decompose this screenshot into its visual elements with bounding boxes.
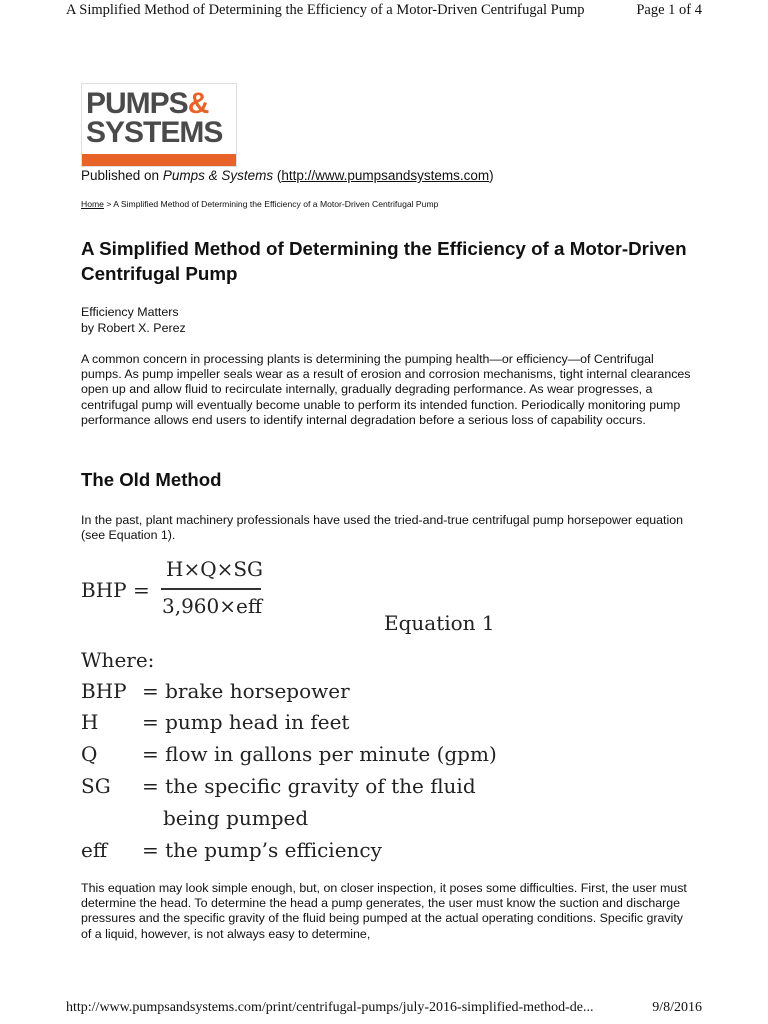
term-symbol: H (81, 710, 99, 734)
closing-paragraph: This equation may look simple enough, but, on closer inspection, it poses some difficulties. First, the user must determine the head. To determine the head a pump generates, the user must know the suction and discharge pressures and the specific gravity of the fluid being pumped at the actual operating conditions. Specific gravity of a liquid, however, is not always easy to determine, (81, 881, 687, 941)
print-header-title: A Simplified Method of Determining the Efficiency of a Motor-Driven Centrifugal Pump (66, 2, 585, 18)
where-label: Where: (81, 648, 155, 672)
print-footer (66, 1000, 702, 1022)
article-meta (81, 304, 186, 336)
equation-lhs: BHP = (81, 578, 150, 602)
breadcrumb-home-link[interactable]: Home (81, 199, 104, 209)
logo-word-pumps: PUMPS (86, 87, 188, 120)
logo-line-1 (86, 89, 208, 119)
article-title: A Simplified Method of Determining the Efficiency of a Motor-Driven Centrifugal Pump (81, 238, 687, 284)
print-header (66, 2, 702, 22)
print-footer-url: http://www.pumpsandsystems.com/print/centrifugal-pumps/july-2016-simplified-method-de... (66, 1000, 594, 1015)
paren-close: ) (489, 168, 494, 183)
pumps-systems-logo (81, 83, 237, 167)
site-url-link[interactable]: http://www.pumpsandsystems.com (281, 168, 490, 183)
term-symbol: eff (81, 838, 108, 862)
logo-ampersand: & (187, 87, 209, 120)
paren-open: ( (273, 168, 282, 183)
equation-numerator: H×Q×SG (166, 557, 264, 581)
term-symbol: BHP (81, 679, 127, 703)
section-paragraph: In the past, plant machinery professionals have used the tried-and-true centrifugal pump horsepower equation (see Equation 1). (81, 513, 683, 543)
logo-orange-bar (82, 154, 236, 166)
term-definition: = pump head in feet (142, 710, 350, 734)
publication-name: Pumps & Systems (162, 168, 274, 183)
term-definition: = brake horsepower (142, 679, 350, 703)
published-line (81, 168, 494, 183)
breadcrumb (81, 199, 438, 209)
published-prefix: Published on (81, 168, 163, 183)
page-number: Page 1 of 4 (636, 2, 702, 18)
term-symbol: Q (81, 742, 98, 766)
article-kicker: Efficiency Matters (81, 305, 179, 319)
term-definition: = the specific gravity of the fluid (142, 774, 476, 798)
logo-line-2: SYSTEMS (86, 116, 223, 149)
equation-denominator: 3,960×eff (162, 594, 263, 618)
intro-paragraph: A common concern in processing plants is determining the pumping health—or efficiency—of Centrifugal pumps. As pump impeller seals wear as a result of erosion and corrosion mechanisms, tight internal clearances open up and allow fluid to recirculate internally, gradually degrading performance. As wear progresses, a centrifugal pump will eventually become unable to perform its intended function. Periodically monitoring pump performance allows end users to identify internal degradation before a serious loss of capability occurs. (81, 352, 691, 427)
equation-label: Equation 1 (384, 611, 495, 635)
breadcrumb-current: A Simplified Method of Determining the Efficiency of a Motor-Driven Centrifugal Pump (113, 199, 439, 209)
breadcrumb-separator: > (103, 199, 114, 209)
term-definition: being pumped (163, 806, 309, 830)
term-symbol: SG (81, 774, 111, 798)
article-byline: by Robert X. Perez (81, 321, 186, 335)
section-heading: The Old Method (81, 469, 222, 490)
fraction-bar (161, 588, 261, 590)
term-definition: = flow in gallons per minute (gpm) (142, 742, 497, 766)
print-footer-date: 9/8/2016 (652, 1000, 702, 1015)
term-definition: = the pump’s efficiency (142, 838, 382, 862)
